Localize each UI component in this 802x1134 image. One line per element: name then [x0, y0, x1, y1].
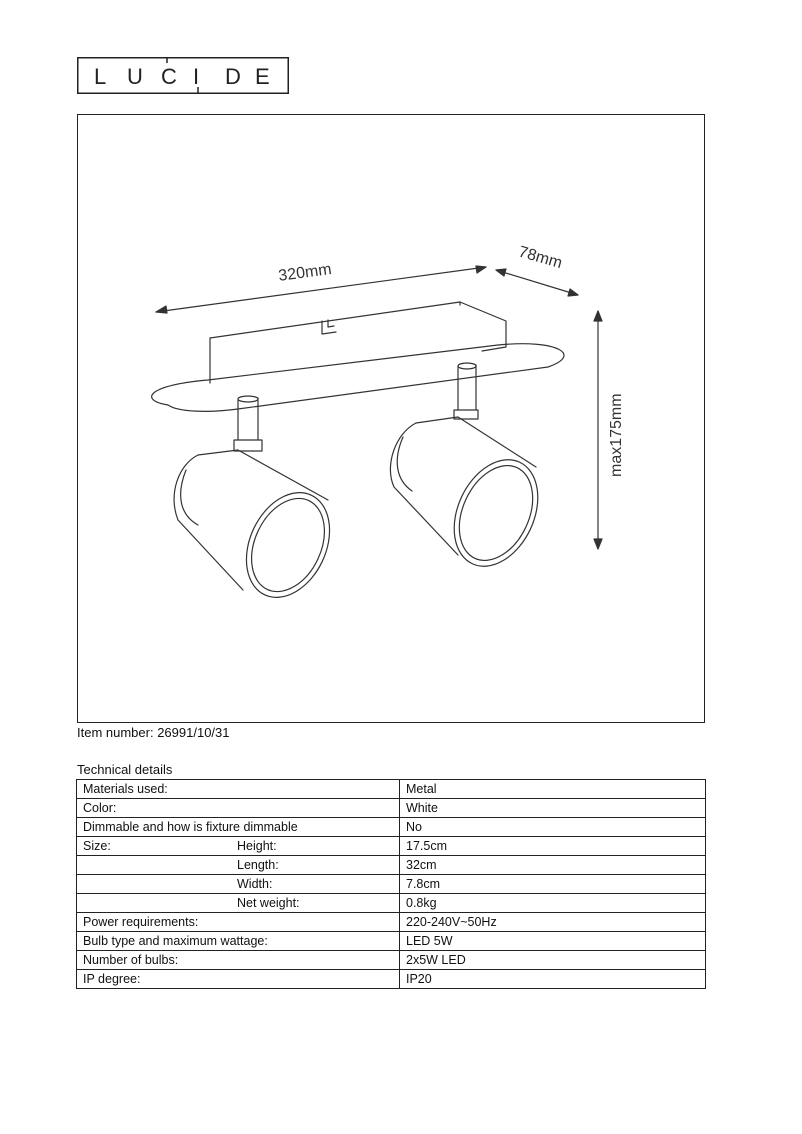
spec-value: Metal	[400, 780, 706, 799]
logo-letter-l: L	[94, 64, 107, 89]
fixture-illustration	[152, 302, 564, 611]
spec-value: 17.5cm	[400, 837, 706, 856]
spec-label: Dimmable and how is fixture dimmable	[77, 818, 400, 837]
table-row	[77, 875, 706, 894]
item-number: Item number: 26991/10/31	[77, 725, 230, 740]
brand-logo	[77, 57, 289, 94]
spec-sub-label: Height:	[237, 839, 277, 853]
height-label: max175mm	[608, 393, 625, 477]
spec-label	[77, 875, 400, 894]
logo-letter-u: U	[127, 64, 143, 89]
depth-dimension-arrow	[496, 269, 578, 296]
spec-label: Size: Height:	[77, 837, 400, 856]
table-row	[77, 818, 706, 837]
spec-label: Materials used:	[77, 780, 400, 799]
spec-value: LED 5W	[400, 932, 706, 951]
logo-letter-e: E	[255, 64, 270, 89]
table-row	[77, 837, 706, 856]
logo-letter-d: D	[225, 64, 241, 89]
table-row	[77, 799, 706, 818]
length-label: 320mm	[277, 261, 333, 285]
spec-sub-label: Net weight:	[237, 896, 300, 910]
spec-label: IP degree:	[77, 970, 400, 989]
spec-value: White	[400, 799, 706, 818]
spec-sub-label: Width:	[237, 877, 273, 891]
table-row	[77, 780, 706, 799]
table-row	[77, 970, 706, 989]
spec-value: 0.8kg	[400, 894, 706, 913]
table-row	[77, 913, 706, 932]
spec-value: 7.8cm	[400, 875, 706, 894]
spec-label	[77, 856, 400, 875]
table-row	[77, 856, 706, 875]
spec-label: Power requirements:	[77, 913, 400, 932]
spec-label: Color:	[77, 799, 400, 818]
spec-value: No	[400, 818, 706, 837]
height-dimension-arrow	[594, 311, 602, 549]
table-row	[77, 894, 706, 913]
spec-value: IP20	[400, 970, 706, 989]
spec-sub-label: Length:	[237, 858, 279, 872]
spec-label: Bulb type and maximum wattage:	[77, 932, 400, 951]
technical-details-table	[76, 779, 706, 989]
logo-letter-c: C	[161, 64, 177, 89]
logo-letter-i: I	[193, 64, 200, 89]
spec-label	[77, 894, 400, 913]
spec-value: 2x5W LED	[400, 951, 706, 970]
spec-value: 220-240V~50Hz	[400, 913, 706, 932]
technical-details-title: Technical details	[77, 762, 173, 777]
technical-drawing	[77, 114, 705, 723]
depth-label: 78mm	[516, 243, 564, 273]
spec-value: 32cm	[400, 856, 706, 875]
table-row	[77, 932, 706, 951]
spec-label: Number of bulbs:	[77, 951, 400, 970]
table-row	[77, 951, 706, 970]
